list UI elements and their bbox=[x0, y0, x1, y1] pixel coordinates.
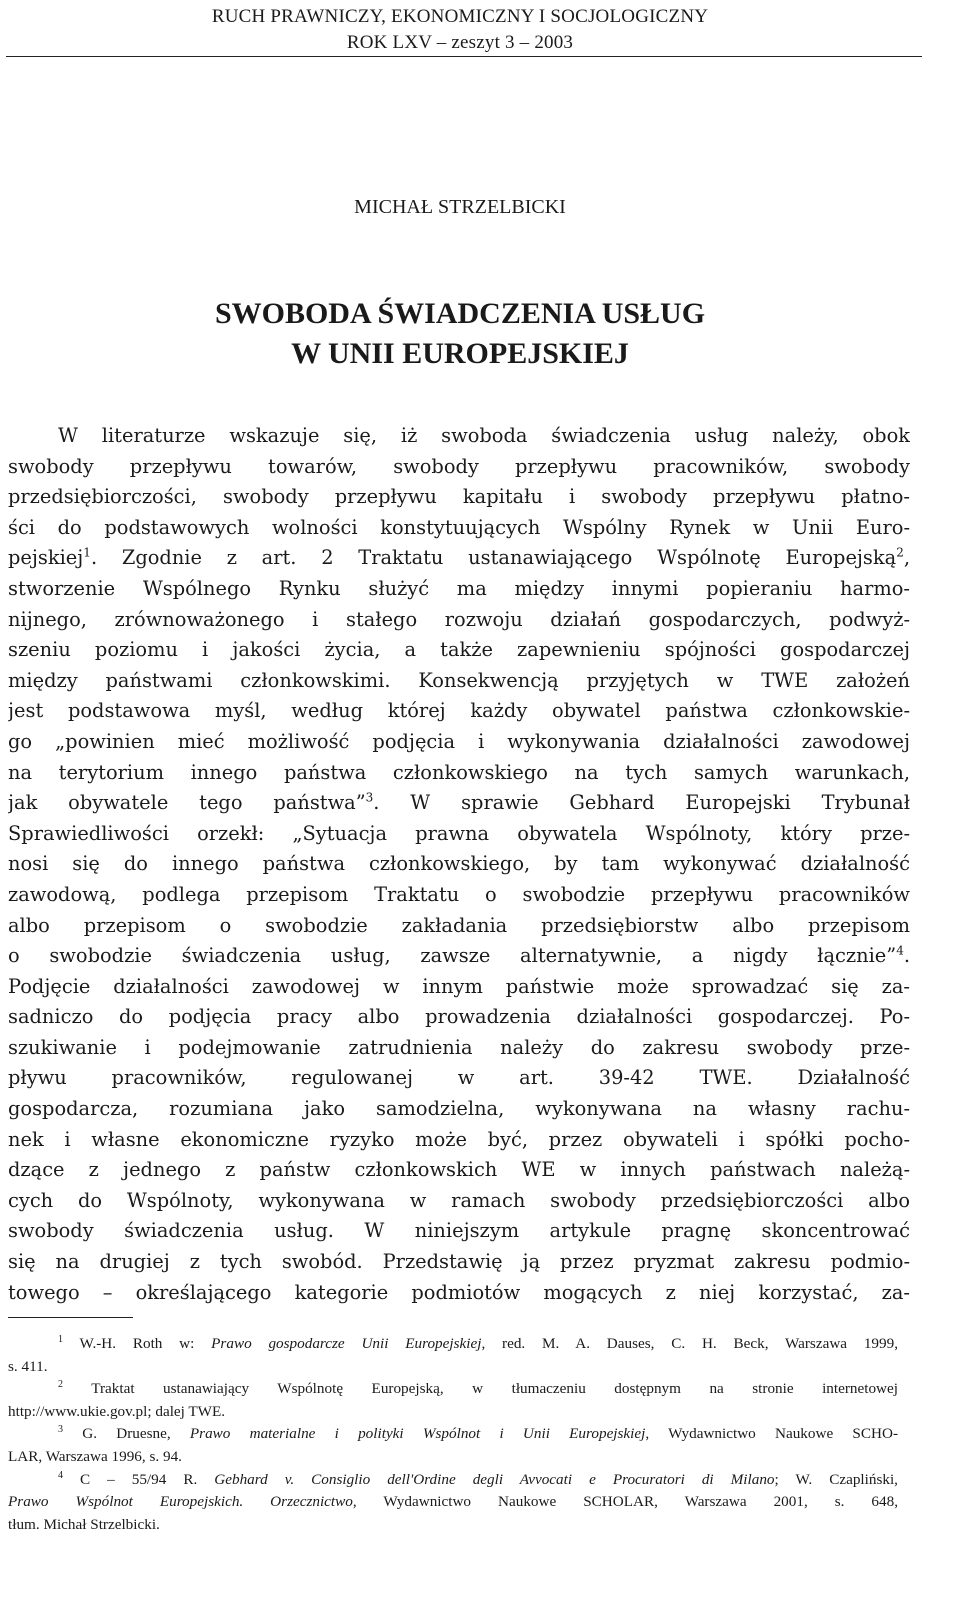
footnote-3: $^3$ G. Druesne, Prawo materialne i polityki Wspólnot i Unii Europejskiej, Wydawnictwo Naukowe SCHO- bbox=[58, 1424, 898, 1443]
footnote-ref-4[interactable]: 4 bbox=[896, 943, 904, 958]
journal-issue: ROK LXV – zeszyt 3 – 2003 bbox=[346, 32, 574, 53]
text-line: ści do podstawowych wolności konstytuujących Wspólny Rynek w Unii Euro- bbox=[8, 515, 910, 539]
text-line: Sprawiedliwości orzekł: „Sytuacja prawna obywatela Wspólnoty, który prze- bbox=[8, 821, 910, 845]
footnote-4: $^4$ C – 55/94 R. Gebhard v. Consiglio dell'Ordine degli Avvocati e Procuratori di Milano; W. Czapliński, bbox=[58, 1469, 898, 1488]
text-line: cych do Wspólnoty, wykonywana w ramach swobody przedsiębiorczości albo bbox=[8, 1188, 910, 1212]
text-line: jest podstawowa myśl, według której każdy obywatel państwa członkowskie- bbox=[8, 699, 910, 723]
footnote-number: 3 bbox=[58, 1424, 63, 1436]
body-paragraph bbox=[8, 421, 910, 1308]
text-line: szeniu poziomu i jakości życia, a także zapewnieniu spójności gospodarczej bbox=[8, 638, 910, 662]
text-line: go „powinien mieć możliwość podjęcia i wykonywania działalności zawodowej bbox=[8, 729, 910, 753]
text-line: swobody przepływu towarów, swobody przepływu pracowników, swobody bbox=[8, 454, 910, 478]
text-line: jak obywatele tego państwa”$^3$. W sprawie Gebhard Europejski Trybunał bbox=[8, 790, 910, 815]
text-line: nosi się do innego państwa członkowskiego, by tam wykonywać działalność bbox=[8, 852, 910, 876]
text-line: Podjęcie działalności zawodowej w innym państwie może sprowadzać się za- bbox=[8, 974, 910, 998]
footnote-ref-1[interactable]: 1 bbox=[83, 545, 91, 560]
footnote-2-cont: http://www.ukie.gov.pl; dalej TWE. bbox=[8, 1402, 226, 1420]
footnote-number: 2 bbox=[58, 1379, 63, 1391]
footnote-number: 4 bbox=[58, 1469, 63, 1481]
running-header bbox=[0, 4, 920, 56]
text-line: nek i własne ekonomiczne ryzyko może być, przez obywateli i spółki pocho- bbox=[8, 1127, 910, 1151]
footnote-1: $^1$ W.-H. Roth w: Prawo gospodarcze Unii Europejskiej, red. M. A. Dauses, C. H. Beck, Warszawa 1999, bbox=[58, 1333, 898, 1352]
text-line: towego – określającego kategorie podmiotów mogących z niej korzystać, za- bbox=[8, 1280, 910, 1304]
author-name: MICHAŁ STRZELBICKI bbox=[354, 196, 566, 218]
text-line: pejskiej$^1$. Zgodnie z art. 2 Traktatu ustanawiającego Wspólnotę Europejską$^2$, bbox=[8, 545, 910, 570]
article-title bbox=[0, 294, 920, 374]
footnote-ref-2[interactable]: 2 bbox=[896, 545, 904, 560]
footnotes bbox=[8, 1333, 898, 1536]
header-rule bbox=[6, 56, 922, 57]
text-line: swobody świadczenia usług. W niniejszym artykule pragnę skoncentrować bbox=[8, 1219, 910, 1243]
footnote-2: $^2$ Traktat ustanawiający Wspólnotę Europejską, w tłumaczeniu dostępnym na stronie internetowej bbox=[58, 1379, 898, 1398]
footnote-number: 1 bbox=[58, 1333, 63, 1345]
text-line: między państwami członkowskimi. Konsekwencją przyjętych w TWE założeń bbox=[8, 668, 910, 692]
text-line: zawodową, podlega przepisom Traktatu o swobodzie przepływu pracowników bbox=[8, 882, 910, 906]
text-line: się na drugiej z tych swobód. Przedstawię ją przez pryzmat zakresu podmio- bbox=[8, 1250, 910, 1274]
text-line: na terytorium innego państwa członkowskiego na tych samych warunkach, bbox=[8, 760, 910, 784]
footnote-4-cont: Prawo Wspólnot Europejskich. Orzecznictwo, Wydawnictwo Naukowe SCHOLAR, Warszawa 2001, s. 648, bbox=[8, 1493, 898, 1511]
text-line: albo przepisom o swobodzie zakładania przedsiębiorstw albo przepisom bbox=[8, 913, 910, 937]
article-title-line-1: SWOBODA ŚWIADCZENIA USŁUG bbox=[214, 297, 706, 330]
text-line: nijnego, zrównoważonego i stałego rozwoju działań gospodarczych, podwyż- bbox=[8, 607, 910, 631]
journal-name: RUCH PRAWNICZY, EKONOMICZNY I SOCJOLOGICZNY bbox=[211, 6, 709, 27]
footnote-ref-3[interactable]: 3 bbox=[365, 790, 374, 805]
text-line: pływu pracowników, regulowanej w art. 39-42 TWE. Działalność bbox=[8, 1066, 910, 1090]
footnote-4-end: tłum. Michał Strzelbicki. bbox=[8, 1515, 160, 1533]
footnote-separator bbox=[8, 1317, 133, 1318]
text-line: W literaturze wskazuje się, iż swoboda świadczenia usług należy, obok bbox=[58, 424, 910, 447]
text-line: o swobodzie świadczenia usług, zawsze alternatywnie, a nigdy łącznie”$^4$. bbox=[8, 943, 910, 968]
text-line: dzące z jednego z państw członkowskich WE w innych państwach należą- bbox=[8, 1158, 910, 1182]
footnote-1-cont: s. 411. bbox=[8, 1357, 48, 1375]
text-line: szukiwanie i podejmowanie zatrudnienia należy do zakresu swobody prze- bbox=[8, 1035, 910, 1059]
article-title-line-2: W UNII EUROPEJSKIEJ bbox=[291, 337, 629, 370]
text-line: sadniczo do podjęcia pracy albo prowadzenia działalności gospodarczej. Po- bbox=[8, 1005, 910, 1029]
text-line: stworzenie Wspólnego Rynku służyć ma między innymi popieraniu harmo- bbox=[8, 576, 910, 600]
text-line: przedsiębiorczości, swobody przepływu kapitału i swobody przepływu płatno- bbox=[8, 485, 910, 509]
text-line: gospodarcza, rozumiana jako samodzielna, wykonywana na własny rachu- bbox=[8, 1097, 910, 1121]
footnote-3-cont: LAR, Warszawa 1996, s. 94. bbox=[8, 1447, 182, 1465]
